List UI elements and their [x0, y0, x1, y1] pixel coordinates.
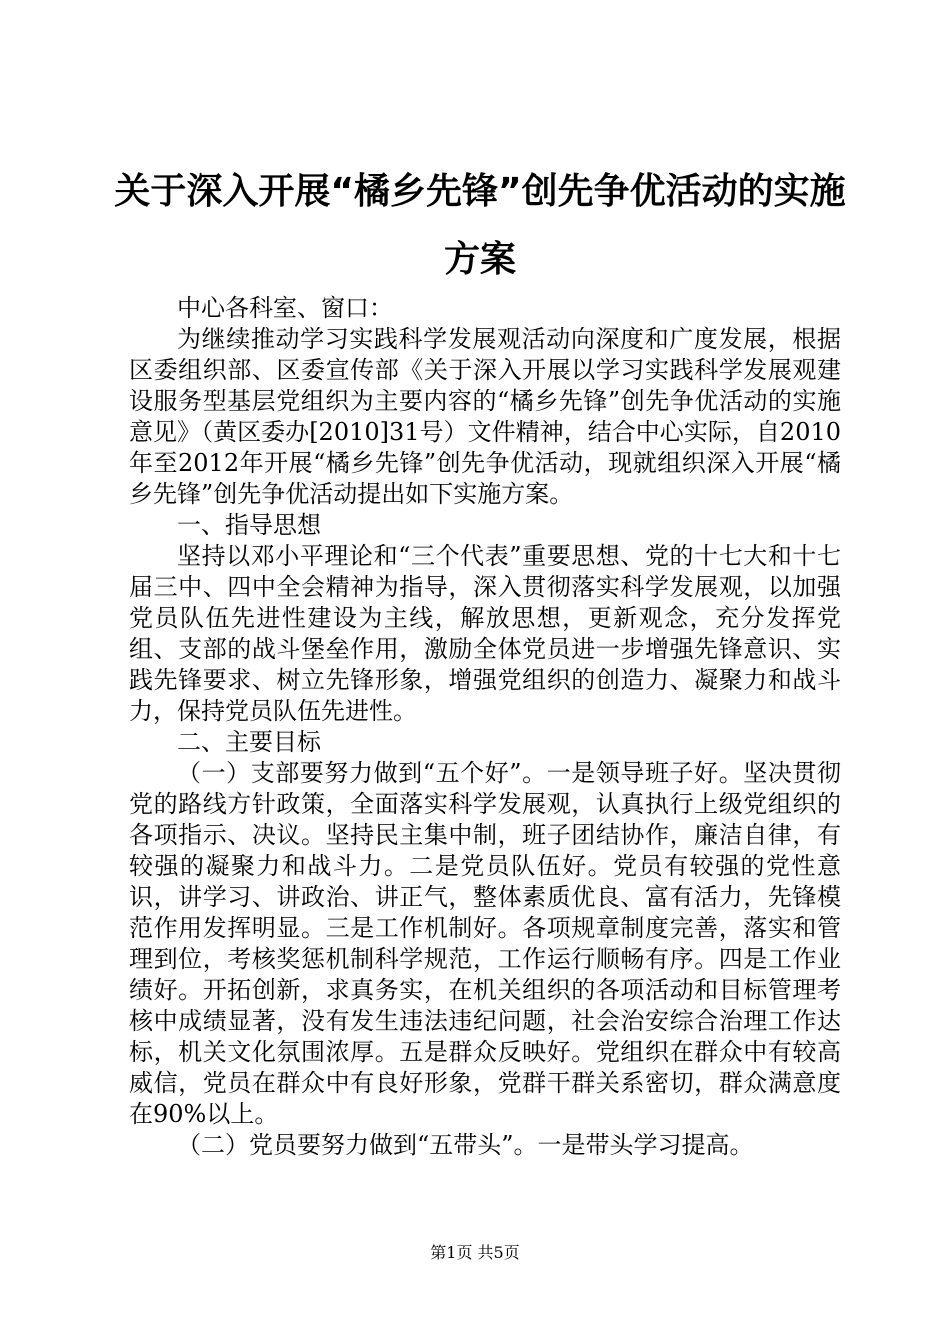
page-footer	[0, 1243, 950, 1263]
paragraph-intro: 为继续推动学习实践科学发展观活动向深度和广度发展，根据区委组织部、区委宣传部《关于深入开展以学习实践科学发展观建设服务型基层党组织为主要内容的“橘乡先锋”创先争优活动的实施意见》（黄区委办[2010]31号）文件精神，结合中心实际，自2010年至2012年开展“橘乡先锋”创先争优活动，现就组织深入开展“橘乡先锋”创先争优活动提出如下实施方案。	[129, 325, 841, 508]
section-heading-guiding-ideology: 一、指导思想	[177, 511, 321, 539]
paragraph-member-goals: （二）党员要努力做到“五带头”。一是带头学习提高。	[177, 1131, 754, 1159]
document-title: 关于深入开展“橘乡先锋”创先争优活动的实施方案	[114, 171, 846, 280]
page-number: 第1页	[430, 1243, 473, 1262]
section-heading-main-goals: 二、主要目标	[177, 728, 321, 756]
paragraph-guiding-ideology: 坚持以邓小平理论和“三个代表”重要思想、党的十七大和十七届三中、四中全会精神为指导，深入贯彻落实科学发展观，以加强党员队伍先进性建设为主线，解放思想，更新观念，充分发挥党组、支部的战斗堡垒作用，激励全体党员进一步增强先锋意识、实践先锋要求、树立先锋形象，增强党组织的创造力、凝聚力和战斗力，保持党员队伍先进性。	[129, 542, 841, 725]
paragraph-branch-goals: （一）支部要努力做到“五个好”。一是领导班子好。坚决贯彻党的路线方针政策，全面落实科学发展观，认真执行上级党组织的各项指示、决议。坚持民主集中制，班子团结协作，廉洁自律，有较强的凝聚力和战斗力。二是党员队伍好。党员有较强的党性意识，讲学习、讲政治、讲正气，整体素质优良、富有活力，先锋模范作用发挥明显。三是工作机制好。各项规章制度完善，落实和管理到位，考核奖惩机制科学规范，工作运行顺畅有序。四是工作业绩好。开拓创新，求真务实，在机关组织的各项活动和目标管理考核中成绩显著，没有发生违法违纪问题，社会治安综合治理工作达标，机关文化氛围浓厚。五是群众反映好。党组织在群众中有较高威信，党员在群众中有良好形象，党群干群关系密切，群众满意度在90%以上。	[129, 759, 841, 1128]
page-total: 共5页	[477, 1243, 520, 1262]
document-body	[129, 293, 841, 1161]
salutation: 中心各科室、窗口：	[177, 294, 393, 322]
